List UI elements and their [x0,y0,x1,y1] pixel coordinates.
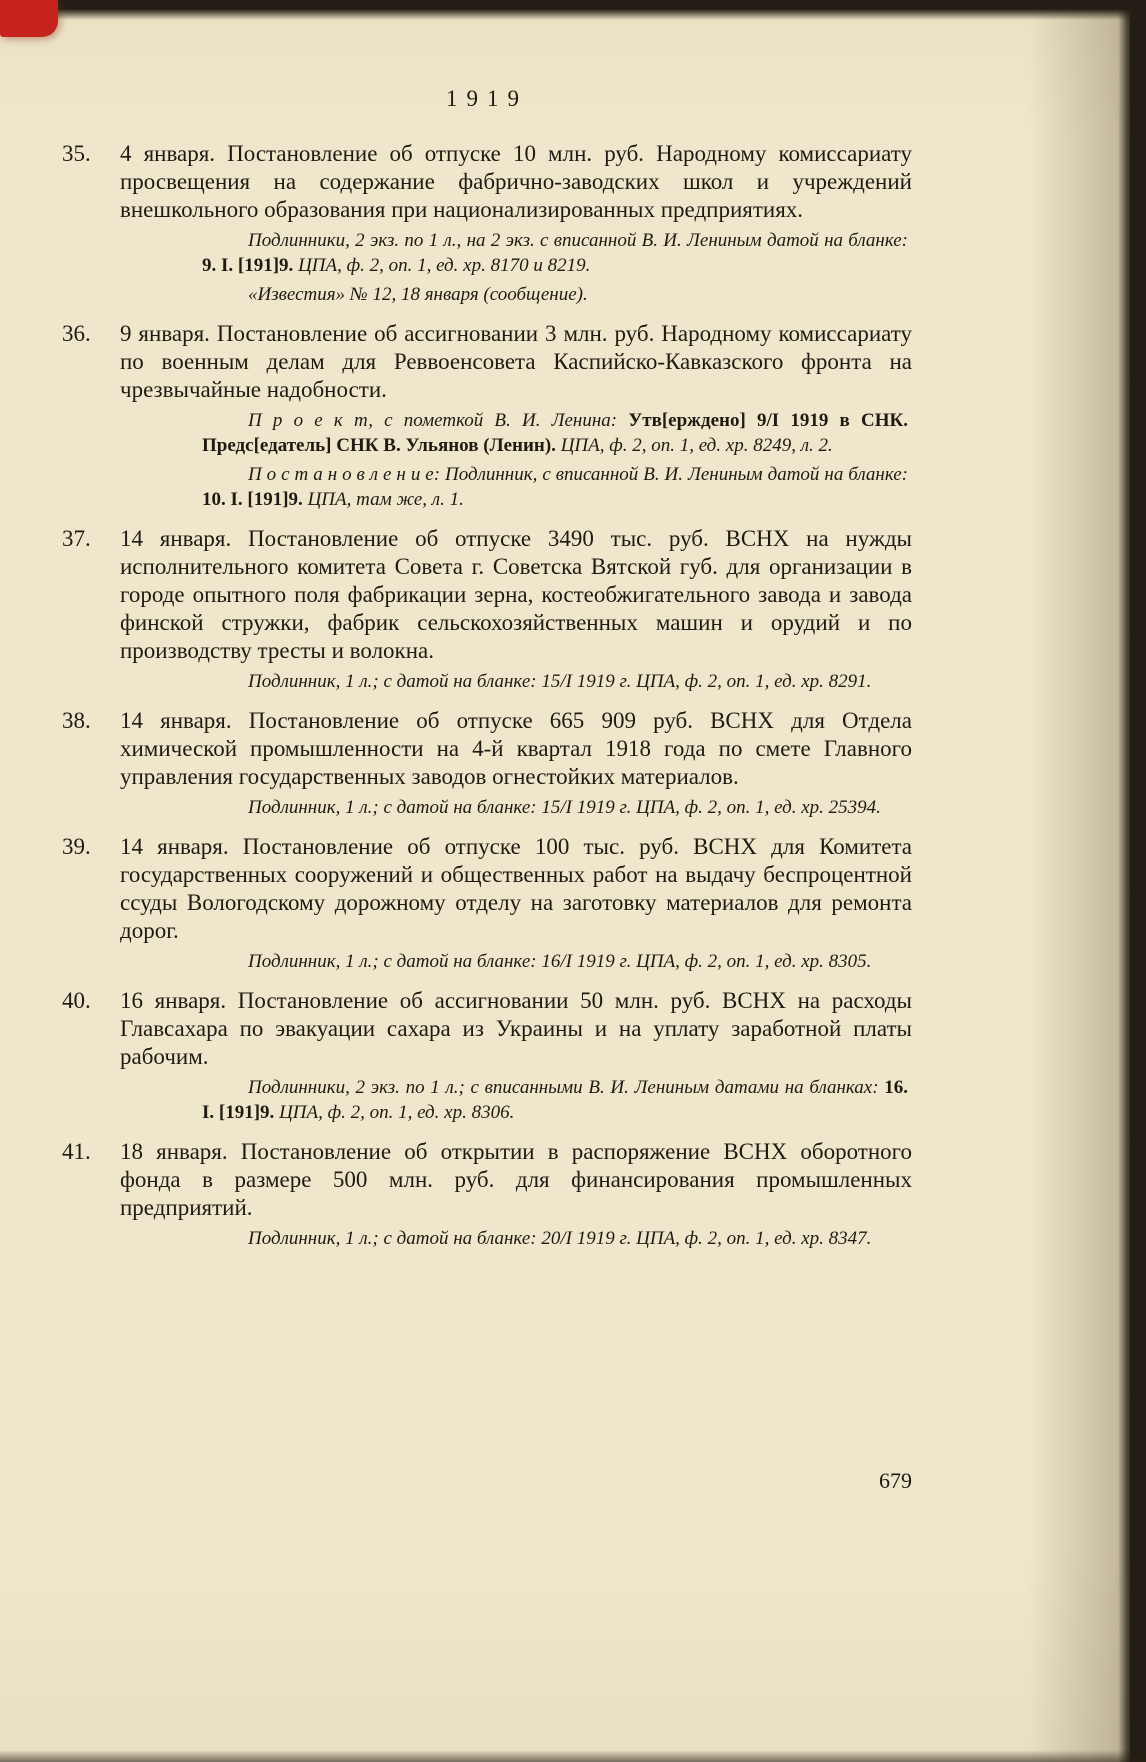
entry-head [62,833,912,945]
entry [62,140,912,307]
entry-head [62,140,912,224]
entry-head [62,987,912,1071]
top-edge-shadow [0,0,1146,20]
entry-head [62,320,912,404]
entry-source: Подлинник, 1 л.; с датой на бланке: 15/I 1919 г. ЦПА, ф. 2, оп. 1, ед. хр. 8291. [248,671,872,692]
entry [62,833,912,974]
entry-source: Подлинники, 2 экз. по 1 л., на 2 экз. с вписанной В. И. Лениным датой на бланке: 9. I. [191]9. ЦПА, ф. 2, оп. 1, ед. хр. 8170 и 8219. [202,230,908,276]
entry-source: Подлинник, 1 л.; с датой на бланке: 16/I 1919 г. ЦПА, ф. 2, оп. 1, ед. хр. 8305. [248,951,872,972]
bottom-edge-shadow [0,1750,1146,1762]
page-content [62,86,912,1264]
entry-source: Подлинник, 1 л.; с датой на бланке: 20/I 1919 г. ЦПА, ф. 2, оп. 1, ед. хр. 8347. [248,1228,872,1249]
entry-number: 37. [62,526,91,551]
entry-number: 36. [62,321,91,346]
entry-source: Подлинник, 1 л.; с датой на бланке: 15/I 1919 г. ЦПА, ф. 2, оп. 1, ед. хр. 25394. [248,797,881,818]
entry-head [62,525,912,665]
entry [62,707,912,820]
entry [62,320,912,512]
entry [62,525,912,694]
year-header: 1919 [446,86,528,111]
entry-body: 14 января. Постановление об отпуске 100 тыс. руб. ВСНХ для Комитета государственных сооружений и общественных работ на выдачу беспроцентной ссуды Вологодскому дорожному отделу на заготовку материалов для ремонта дорог. [120,834,912,943]
entry-number: 41. [62,1139,91,1164]
entry-head [62,1138,912,1222]
entry-source: Подлинники, 2 экз. по 1 л.; с вписанными В. И. Лениным датами на бланках: 16. I. [191]9. ЦПА, ф. 2, оп. 1, ед. хр. 8306. [202,1077,908,1123]
entry-body: 18 января. Постановление об открытии в распоряжение ВСНХ оборотного фонда в размере 500 млн. руб. для финансирования промышленных предприятий. [120,1139,912,1220]
entry-body: 16 января. Постановление об ассигновании 50 млн. руб. ВСНХ на расходы Главсахара по эвакуации сахара из Украины и на уплату заработной платы рабочим. [120,988,912,1069]
entry-number: 38. [62,708,91,733]
entry-body: 14 января. Постановление об отпуске 665 909 руб. ВСНХ для Отдела химической промышленности на 4-й квартал 1918 года по смете Главного управления государственных заводов огнестойких материалов. [120,708,912,789]
page-number: 679 [879,1468,912,1493]
entry-body: 9 января. Постановление об ассигновании 3 млн. руб. Народному комиссариату по военным делам для Реввоенсовета Каспийско-Кавказского фронта на чрезвычайные надобности. [120,321,912,402]
entry-body: 4 января. Постановление об отпуске 10 млн. руб. Народному комиссариату просвещения на содержание фабрично-заводских школ и учреждений внешкольного образования при национализированных предприятиях. [120,141,912,222]
entry [62,987,912,1125]
entry-body: 14 января. Постановление об отпуске 3490 тыс. руб. ВСНХ на нужды исполнительного комитета Совета г. Советска Вятской губ. для организации в городе опытного поля фабрикации зерна, костеобжигательного завода и завода финской стружки, фабрик сельскохозяйственных машин и орудий и по производству тресты и волокна. [120,526,912,663]
entry-head [62,707,912,791]
entry-source: П о с т а н о в л е н и е: Подлинник, с вписанной В. И. Лениным датой на бланке: 10. I. [191]9. ЦПА, там же, л. 1. [202,464,908,510]
right-edge-shadow [1118,0,1146,1762]
red-corner-mark [0,0,58,37]
entry [62,1138,912,1251]
entry-source: П р о е к т, с пометкой В. И. Ленина: Утв[ерждено] 9/I 1919 в СНК. Предс[едатель] СНК В. Ульянов (Ленин). ЦПА, ф. 2, оп. 1, ед. хр. 8249, л. 2. [202,410,909,456]
page-curvature-shade [1028,0,1128,1762]
entry-number: 39. [62,834,91,859]
entry-number: 40. [62,988,91,1013]
entry-source: «Известия» № 12, 18 января (сообщение). [248,284,588,305]
entry-number: 35. [62,141,91,166]
